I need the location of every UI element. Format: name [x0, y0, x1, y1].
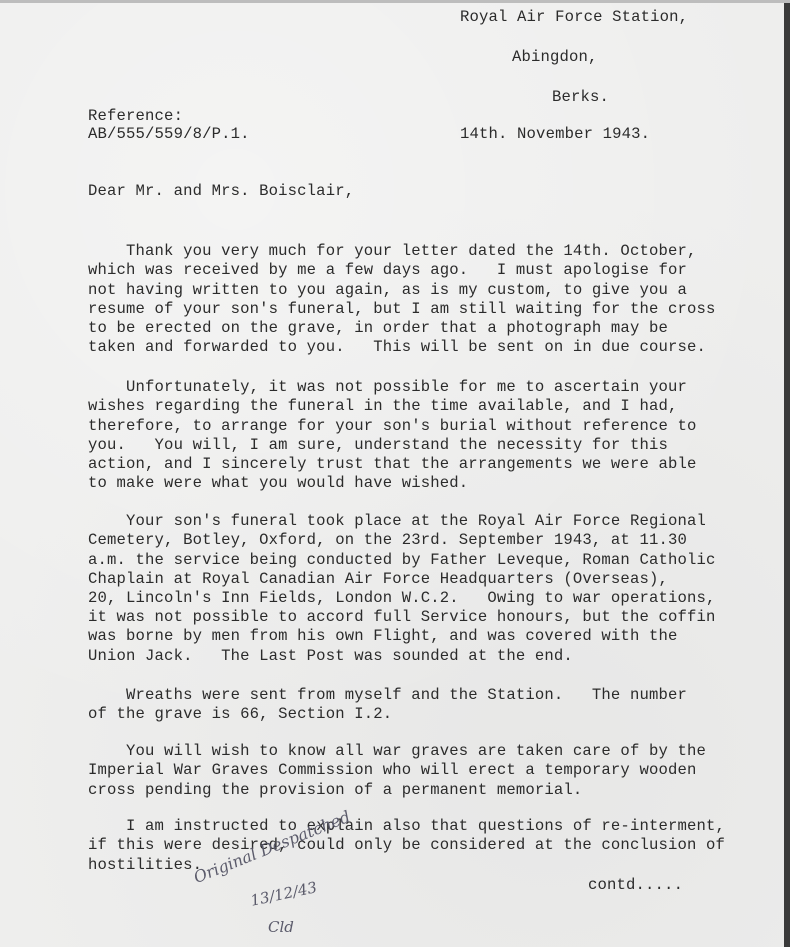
reference-code: AB/555/559/8/P.1.: [88, 125, 250, 143]
text-line: wishes regarding the funeral in the time available, and I had,: [88, 397, 678, 416]
text-line: resume of your son's funeral, but I am still waiting for the cross: [88, 299, 716, 318]
handwritten-despatch-note: Original Despatched: [190, 806, 353, 887]
paragraph-2: [88, 359, 697, 513]
text-line: Your son's funeral took place at the Royal Air Force Regional: [88, 512, 707, 531]
text-line: if this were desired, could only be considered at the conclusion of: [88, 836, 726, 855]
handwritten-initials: Cld: [268, 918, 294, 936]
continuation-mark: contd.....: [588, 876, 684, 894]
letterhead-station: Royal Air Force Station,: [460, 8, 689, 26]
handwritten-date: 13/12/43: [248, 878, 319, 910]
text-line: hostilities.: [88, 855, 203, 874]
reference-label: Reference:: [88, 107, 184, 125]
text-line: Wreaths were sent from myself and the Station. The number: [88, 686, 687, 705]
text-line: Thank you very much for your letter dated the 14th. October,: [88, 242, 697, 261]
letterhead-county: Berks.: [552, 88, 610, 106]
text-line: of the grave is 66, Section I.2.: [88, 705, 393, 724]
text-line: Union Jack. The Last Post was sounded at the end.: [88, 646, 573, 665]
text-line: Chaplain at Royal Canadian Air Force Headquarters (Overseas),: [88, 569, 668, 588]
text-line: You will wish to know all war graves are taken care of by the: [88, 742, 707, 761]
paragraph-1: [88, 223, 716, 377]
text-line: a.m. the service being conducted by Father Leveque, Roman Catholic: [88, 550, 716, 569]
text-line: Cemetery, Botley, Oxford, on the 23rd. September 1943, at 11.30: [88, 531, 687, 550]
text-line: you. You will, I am sure, understand the necessity for this: [88, 435, 668, 454]
text-line: which was received by me a few days ago. I must apologise for: [88, 261, 687, 280]
scan-edge: [0, 0, 790, 3]
text-line: to make were what you would have wished.: [88, 474, 469, 493]
text-line: not having written to you again, as is my custom, to give you a: [88, 280, 687, 299]
text-line: cross pending the provision of a permanent memorial.: [88, 780, 583, 799]
text-line: therefore, to arrange for your son's burial without reference to: [88, 416, 697, 435]
text-line: 20, Lincoln's Inn Fields, London W.C.2. Owing to war operations,: [88, 589, 716, 608]
text-line: it was not possible to accord full Service honours, but the coffin: [88, 608, 716, 627]
text-line: was borne by men from his own Flight, and was covered with the: [88, 627, 678, 646]
text-line: Imperial War Graves Commission who will erect a temporary wooden: [88, 761, 697, 780]
text-line: to be erected on the grave, in order that a photograph may be: [88, 319, 668, 338]
text-line: Unfortunately, it was not possible for me to ascertain your: [88, 378, 687, 397]
paragraph-3: [88, 493, 716, 685]
letterhead-town: Abingdon,: [512, 48, 598, 66]
letter-date: 14th. November 1943.: [460, 125, 651, 143]
text-line: taken and forwarded to you. This will be sent on in due course.: [88, 338, 707, 357]
salutation: Dear Mr. and Mrs. Boisclair,: [88, 182, 355, 200]
text-line: action, and I sincerely trust that the arrangements we were able: [88, 455, 697, 474]
text-line: I am instructed to explain also that questions of re-interment,: [88, 817, 726, 836]
